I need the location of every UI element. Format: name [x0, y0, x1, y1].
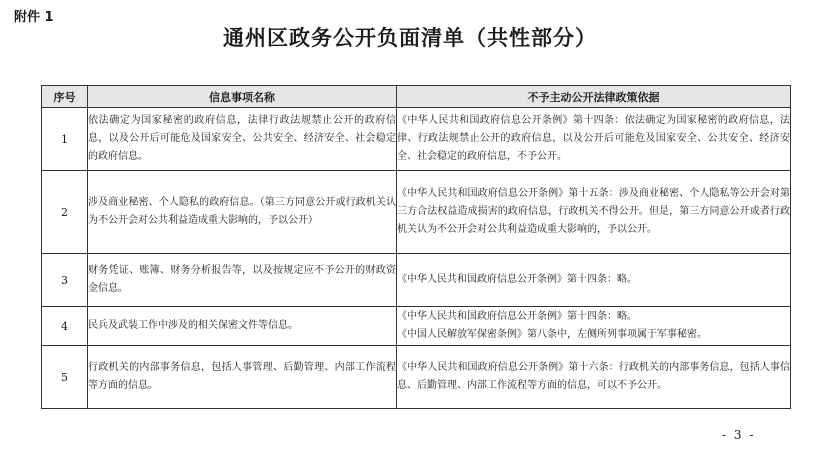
header-legal-basis: 不予主动公开法律政策依据 — [397, 86, 791, 108]
basis-line: 《中华人民共和国政府信息公开条例》第十五条：涉及商业秘密、个人隐私等公开会对第三方合法权益造成损害的政府信息，行政机关不得公开。但是，第三方同意公开或者行政机关认为不公开会对公共利益造成重大影响的，予以公开。 — [397, 188, 790, 235]
basis-line: 《中国人民解放军保密条例》第八条中，左侧所列事项属于军事秘密。 — [397, 329, 707, 340]
row-legal-basis — [397, 254, 791, 307]
table-row — [42, 346, 791, 409]
table-header-row — [42, 86, 791, 108]
negative-list-table — [41, 85, 791, 409]
header-item-name: 信息事项名称 — [88, 86, 397, 108]
row-item-name: 财务凭证、账簿、财务分析报告等，以及按规定应不予公开的财政资金信息。 — [88, 254, 397, 307]
table-row — [42, 108, 791, 171]
attachment-label: 附件 1 — [14, 10, 54, 25]
row-number: 5 — [42, 346, 88, 409]
row-number: 1 — [42, 108, 88, 171]
page-number: - 3 - — [722, 428, 756, 442]
table-row — [42, 254, 791, 307]
table-row — [42, 307, 791, 346]
row-number: 3 — [42, 254, 88, 307]
row-item-name: 涉及商业秘密、个人隐私的政府信息。（第三方同意公开或行政机关认为不公开会对公共利益造成重大影响的，予以公开） — [88, 171, 397, 254]
row-legal-basis — [397, 307, 791, 346]
row-legal-basis — [397, 171, 791, 254]
row-number: 4 — [42, 307, 88, 346]
basis-line: 《中华人民共和国政府信息公开条例》第十四条：略。 — [397, 311, 637, 322]
header-number: 序号 — [42, 86, 88, 108]
row-item-name: 行政机关的内部事务信息，包括人事管理、后勤管理、内部工作流程等方面的信息。 — [88, 346, 397, 409]
basis-line: 《中华人民共和国政府信息公开条例》第十四条：依法确定为国家秘密的政府信息，法律、行政法规禁止公开的政府信息，以及公开后可能危及国家安全、公共安全、经济安全、社会稳定的政府信息，不予公开。 — [397, 115, 790, 162]
basis-line: 《中华人民共和国政府信息公开条例》第十四条：略。 — [397, 274, 637, 285]
row-item-name: 依法确定为国家秘密的政府信息，法律行政法规禁止公开的政府信息，以及公开后可能危及国家安全、公共安全、经济安全、社会稳定的政府信息。 — [88, 108, 397, 171]
row-legal-basis — [397, 346, 791, 409]
page-title: 通州区政务公开负面清单（共性部分） — [223, 26, 597, 50]
row-legal-basis — [397, 108, 791, 171]
row-item-name: 民兵及武装工作中涉及的相关保密文件等信息。 — [88, 307, 397, 346]
table-row — [42, 171, 791, 254]
basis-line: 《中华人民共和国政府信息公开条例》第十六条：行政机关的内部事务信息，包括人事信息、后勤管理、内部工作流程等方面的信息，可以不予公开。 — [397, 362, 790, 391]
row-number: 2 — [42, 171, 88, 254]
